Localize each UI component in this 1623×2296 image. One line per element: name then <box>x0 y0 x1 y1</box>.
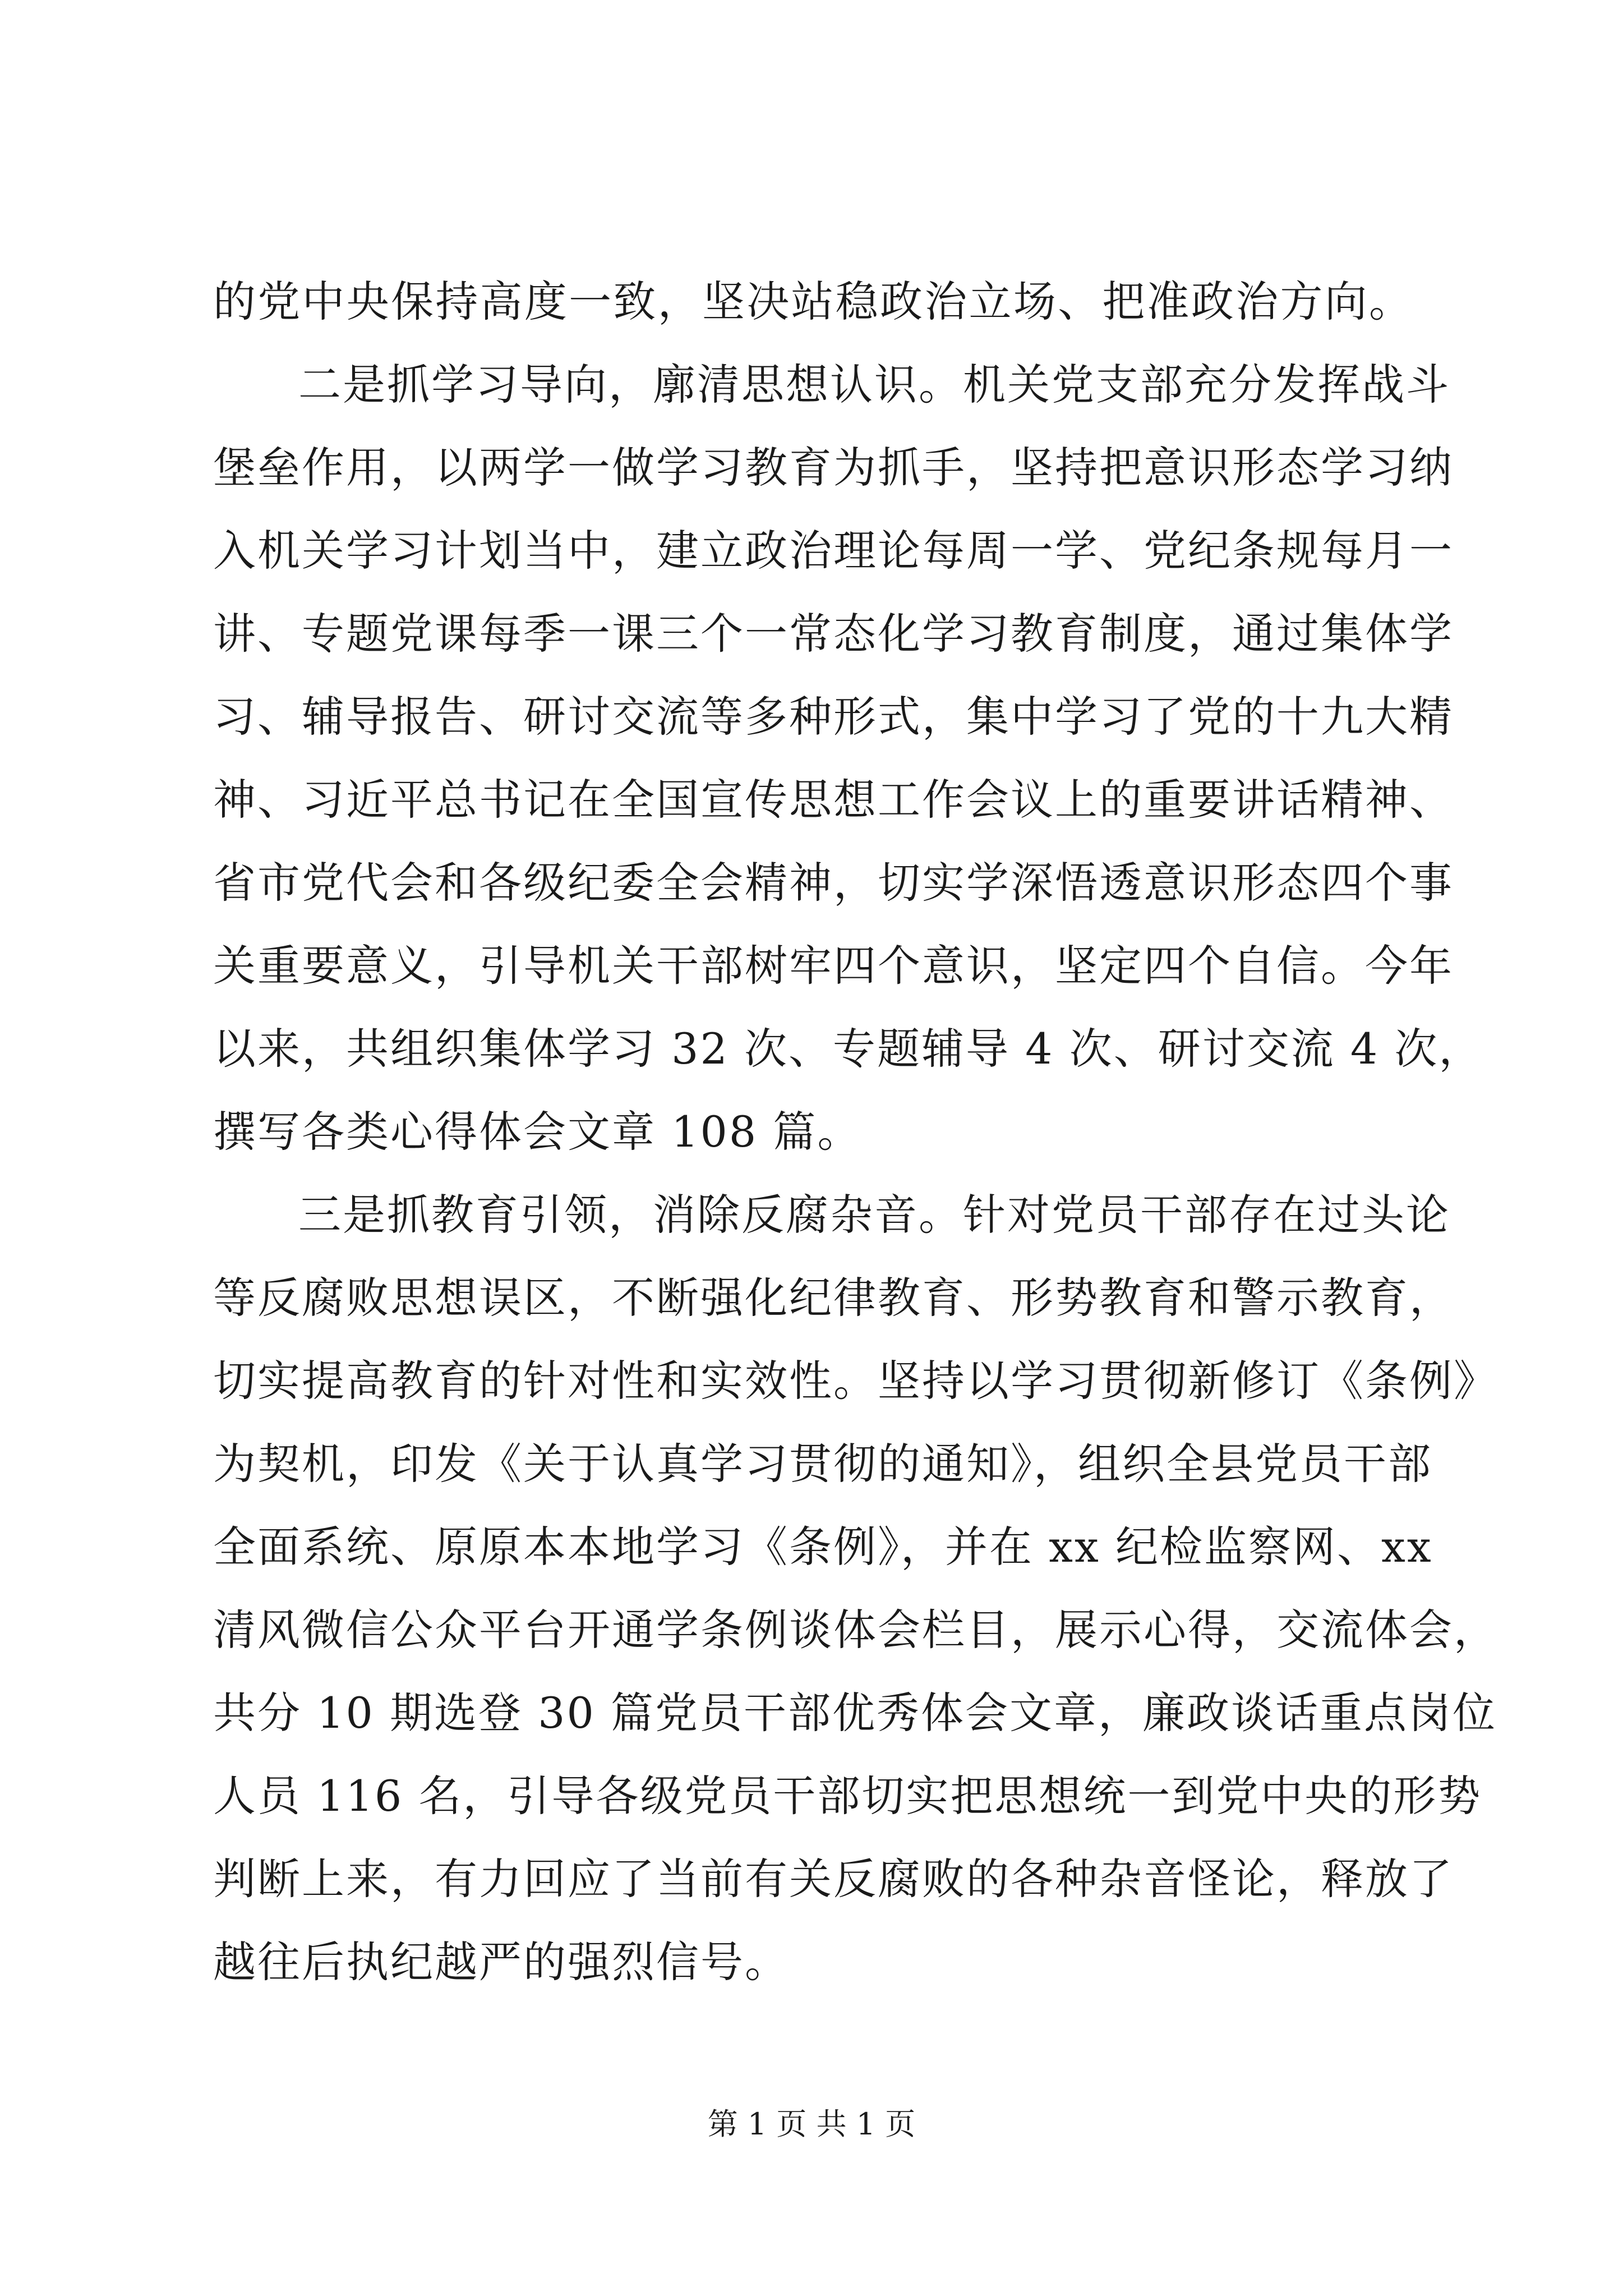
paragraph-line: 的党中央保持高度一致，坚决站稳政治立场、把准政治方向。 <box>213 277 1413 326</box>
paragraph-line: 堡垒作用，以两学一做学习教育为抓手，坚持把意识形态学习纳 <box>213 443 1454 493</box>
paragraph-line: 入机关学习计划当中，建立政治理论每周一学、党纪条规每月一 <box>213 526 1454 576</box>
paragraph-line: 为契机，印发《关于认真学习贯彻的通知》，组织全县党员干部 <box>213 1439 1432 1489</box>
paragraph-line: 越往后执纪越严的强烈信号。 <box>213 1937 789 1987</box>
paragraph-line: 撰写各类心得体会文章 108 篇。 <box>213 1107 862 1157</box>
paragraph-line: 省市党代会和各级纪委全会精神，切实学深悟透意识形态四个事 <box>213 858 1454 908</box>
paragraph-line: 讲、专题党课每季一课三个一常态化学习教育制度，通过集体学 <box>213 609 1454 659</box>
paragraph-line: 以来，共组织集体学习 32 次、专题辅导 4 次、研讨交流 4 次， <box>213 1024 1483 1074</box>
paragraph-line: 共分 10 期选登 30 篇党员干部优秀体会文章，廉政谈话重点岗位 <box>213 1688 1497 1738</box>
paragraph-line: 关重要意义，引导机关干部树牢四个意识，坚定四个自信。今年 <box>213 941 1454 991</box>
paragraph-line: 清风微信公众平台开通学条例谈体会栏目，展示心得，交流体会， <box>213 1605 1498 1655</box>
page-number-footer: 第 1 页 共 1 页 <box>707 2106 916 2142</box>
paragraph-line: 三是抓教育引领，消除反腐杂音。针对党员干部存在过头论 <box>298 1190 1450 1240</box>
paragraph-line: 神、习近平总书记在全国宣传思想工作会议上的重要讲话精神、 <box>213 775 1454 825</box>
paragraph-line: 习、辅导报告、研讨交流等多种形式，集中学习了党的十九大精 <box>213 692 1454 742</box>
paragraph-line: 人员 116 名，引导各级党员干部切实把思想统一到党中央的形势 <box>213 1771 1482 1821</box>
paragraph-line: 全面系统、原原本本地学习《条例》，并在 xx 纪检监察网、xx <box>213 1522 1433 1572</box>
paragraph-line: 等反腐败思想误区，不断强化纪律教育、形势教育和警示教育， <box>213 1273 1454 1323</box>
paragraph-line: 切实提高教育的针对性和实效性。坚持以学习贯彻新修订《条例》 <box>213 1356 1498 1406</box>
paragraph-line: 判断上来，有力回应了当前有关反腐败的各种杂音怪论，释放了 <box>213 1854 1454 1904</box>
paragraph-line: 二是抓学习导向，廓清思想认识。机关党支部充分发挥战斗 <box>298 360 1450 409</box>
